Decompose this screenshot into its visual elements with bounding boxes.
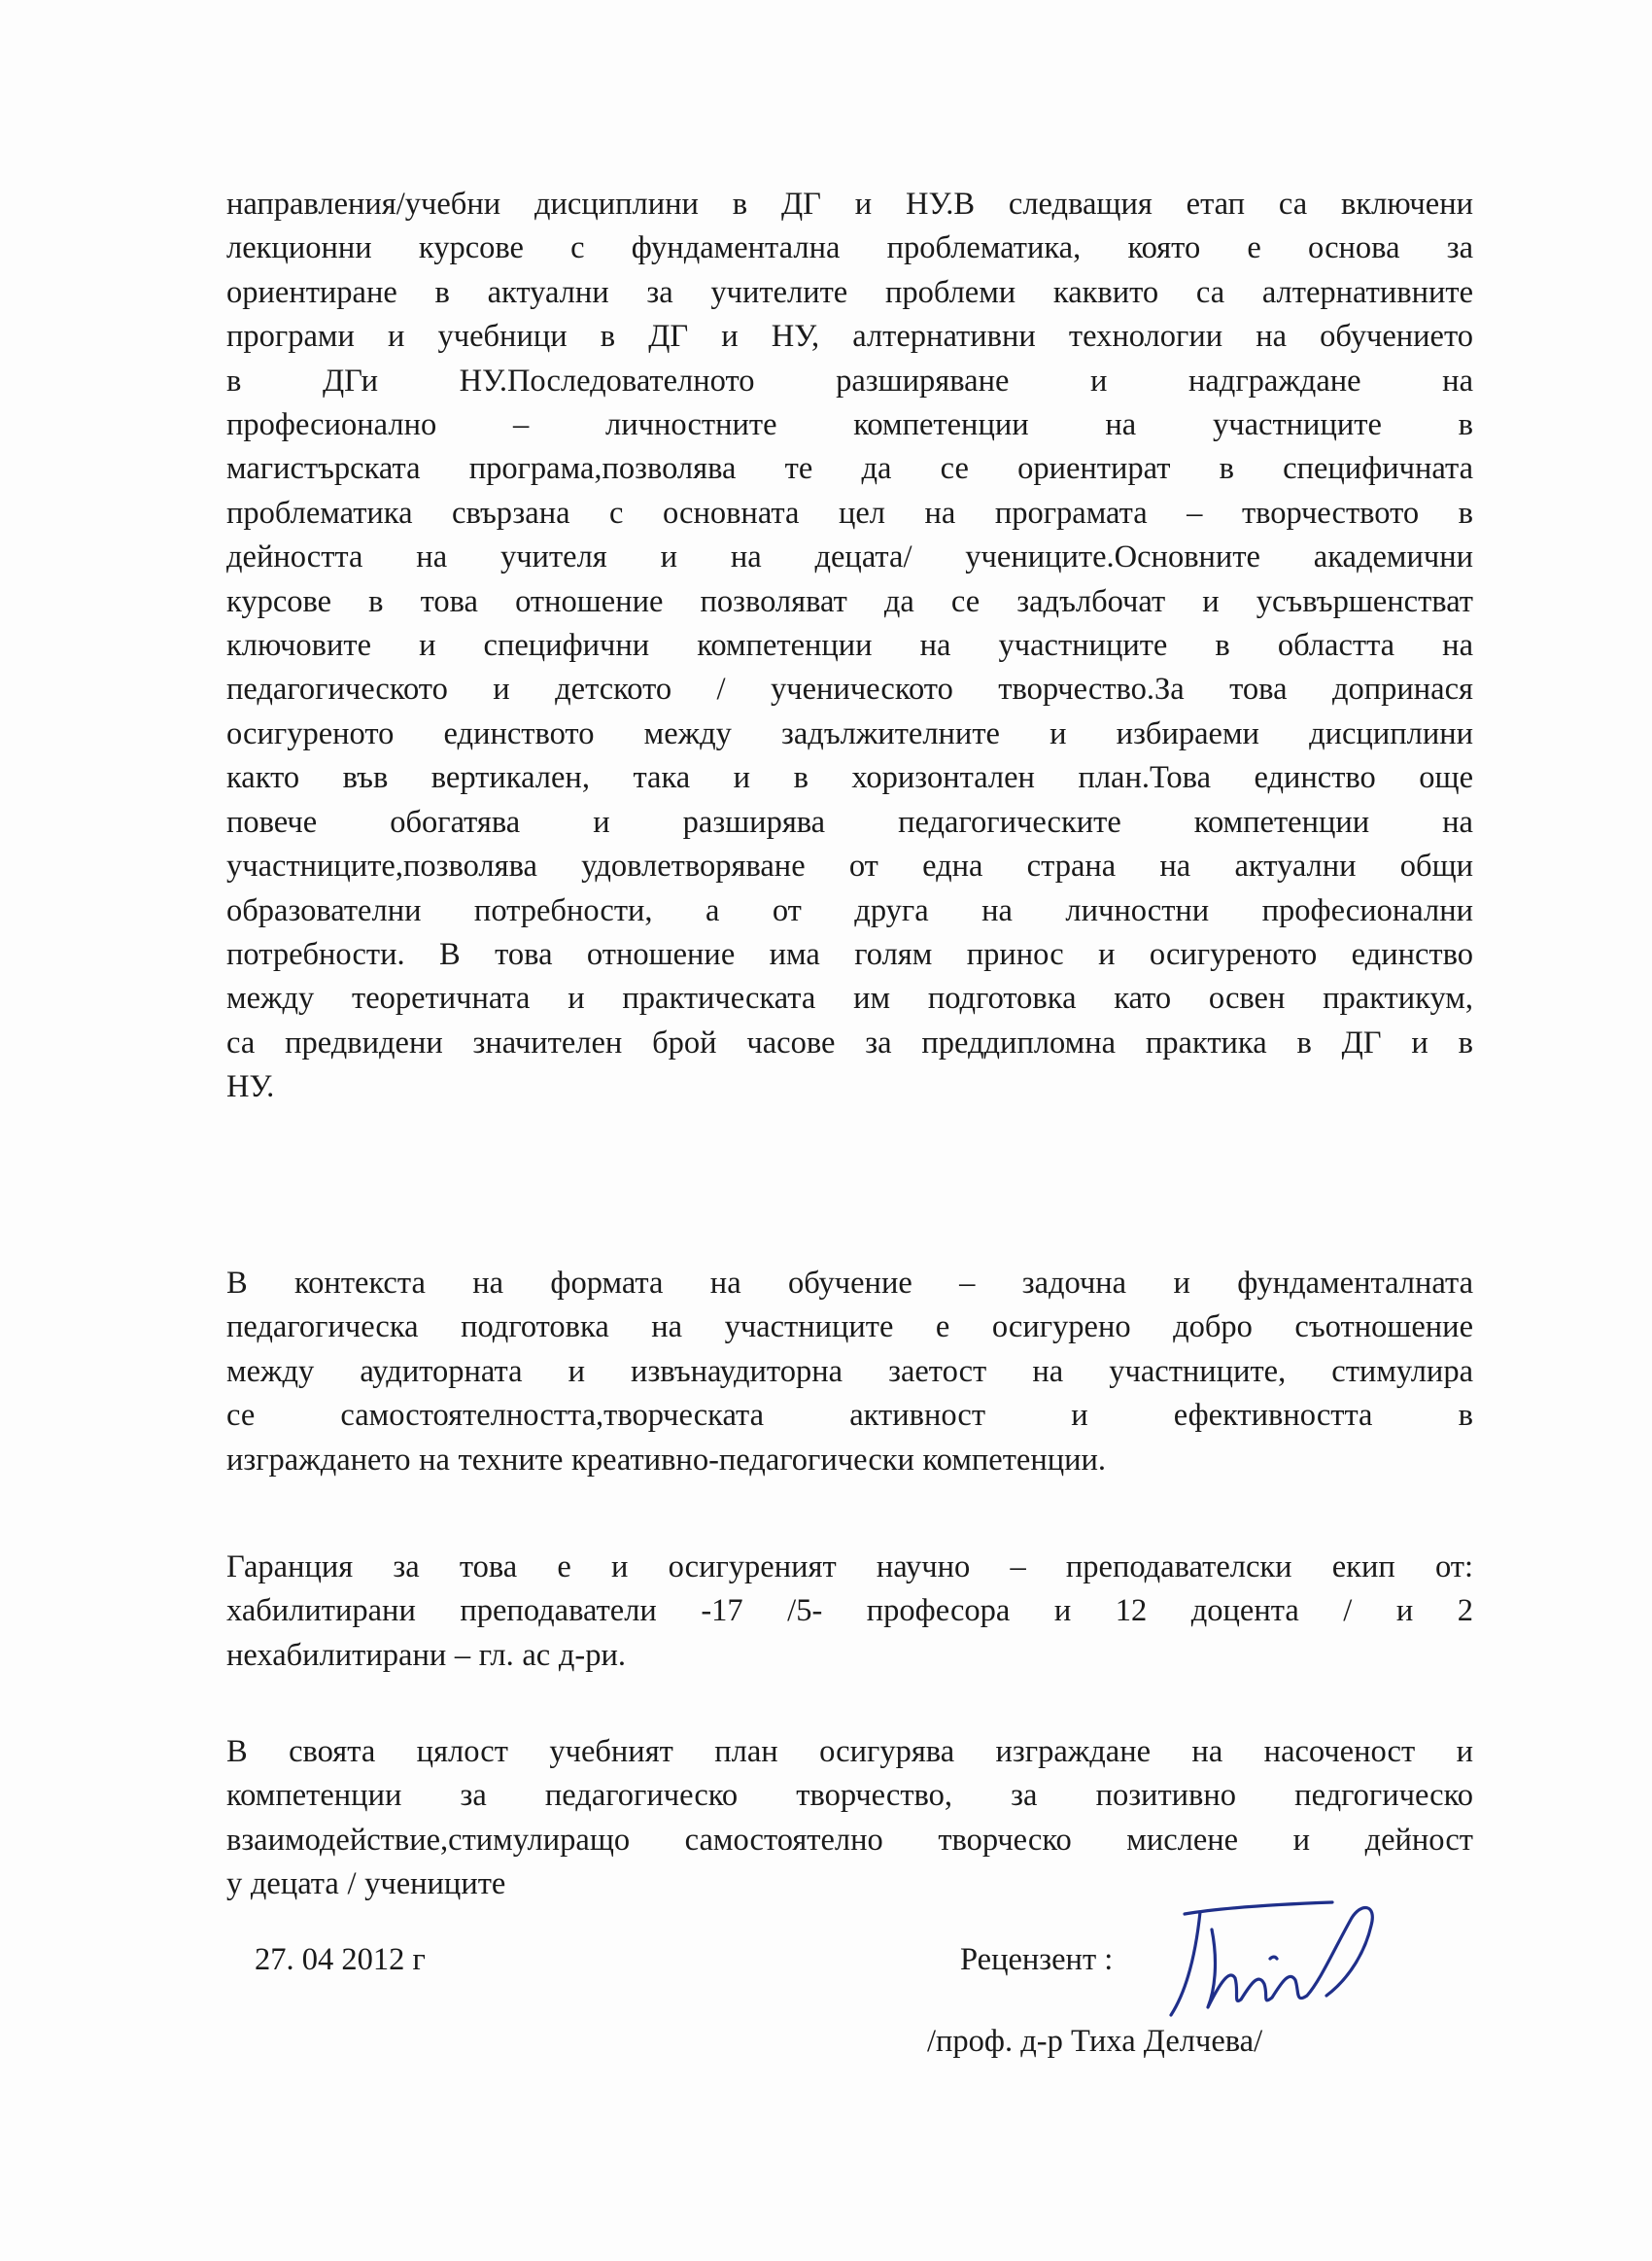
text-line: ориентиране в актуални за учителите проблеми каквито са алтернативните <box>226 274 1473 310</box>
text-line: компетенции за педагогическо творчество, за позитивно педгогическо <box>226 1778 1473 1814</box>
text-line: програми и учебници в ДГ и НУ, алтернативни технологии на обучението <box>226 319 1473 355</box>
text-line: хабилитирани преподаватели -17 /5- професора и 12 доцента / и 2 <box>226 1593 1473 1629</box>
text-line: изграждането на техните креативно-педагогически компетенции. <box>226 1442 1107 1478</box>
paragraph-study-format <box>226 1262 1473 1482</box>
text-line: нехабилитирани – гл. ас д-ри. <box>226 1637 626 1673</box>
text-line: дейността на учителя и на децата/ учениците.Основните академични <box>226 539 1473 575</box>
text-line: между аудиторната и извънаудиторна заетост на участниците, стимулира <box>226 1353 1473 1389</box>
text-line: са предвидени значителен брой часове за преддипломна практика в ДГ и в <box>226 1025 1473 1061</box>
text-line: магистърската програма,позволява те да се ориентират в специфичната <box>226 451 1473 487</box>
text-line: направления/учебни дисциплини в ДГ и НУ.В следващия етап са включени <box>226 187 1473 222</box>
text-line: в ДГи НУ.Последователното разширяване и надграждане на <box>226 363 1473 399</box>
text-line: В своята цялост учебният план осигурява изграждане на насоченост и <box>226 1734 1473 1769</box>
text-line: образователни потребности, а от друга на личностни професионални <box>226 892 1473 928</box>
text-line: осигуреното единството между задължителните и избираеми дисциплини <box>226 715 1473 751</box>
text-line: Гаранция за това е и осигуреният научно – преподавателски екип от: <box>226 1549 1473 1584</box>
reviewer-name: /проф. д-р Тиха Делчева/ <box>927 2024 1263 2059</box>
text-line: се самостоятелността,творческата активност и ефективността в <box>226 1398 1473 1434</box>
text-line: потребности. В това отношение има голям принос и осигуреното единство <box>226 936 1473 972</box>
text-line: професионално – личностните компетенции на участниците в <box>226 407 1473 443</box>
text-line: ключовите и специфични компетенции на участниците в областта на <box>226 628 1473 664</box>
text-line: повече обогатява и разширява педагогическите компетенции на <box>226 804 1473 840</box>
text-line: както във вертикален, така и в хоризонтален план.Това единство още <box>226 760 1473 796</box>
paragraph-conclusion <box>226 1730 1473 1907</box>
paragraph-curriculum <box>226 183 1473 1110</box>
text-line: НУ. <box>226 1069 275 1105</box>
reviewer-label: Рецензент : <box>960 1942 1114 1977</box>
text-line: педагогическа подготовка на участниците е осигурено добро съотношение <box>226 1309 1473 1345</box>
text-line: педагогическото и детското / ученическото творчество.За това допринася <box>226 672 1473 708</box>
text-line: у децата / учениците <box>226 1866 506 1902</box>
text-line: участниците,позволява удовлетворяване от една страна на актуални общи <box>226 849 1473 885</box>
text-line: между теоретичната и практическата им подготовка като освен практикум, <box>226 981 1473 1017</box>
document-date: 27. 04 2012 г <box>255 1942 426 1977</box>
text-line: взаимодействие,стимулиращо самостоятелно творческо мислене и дейност <box>226 1822 1473 1858</box>
text-line: лекционни курсове с фундаментална проблематика, която е основа за <box>226 230 1473 266</box>
text-line: курсове в това отношение позволяват да се задълбочат и усъвършенстват <box>226 583 1473 619</box>
paragraph-teaching-staff <box>226 1546 1473 1678</box>
text-line: проблематика свързана с основната цел на програмата – творчеството в <box>226 495 1473 531</box>
signature-icon <box>1161 1891 1394 2022</box>
text-line: В контекста на формата на обучение – задочна и фундаменталната <box>226 1266 1473 1301</box>
